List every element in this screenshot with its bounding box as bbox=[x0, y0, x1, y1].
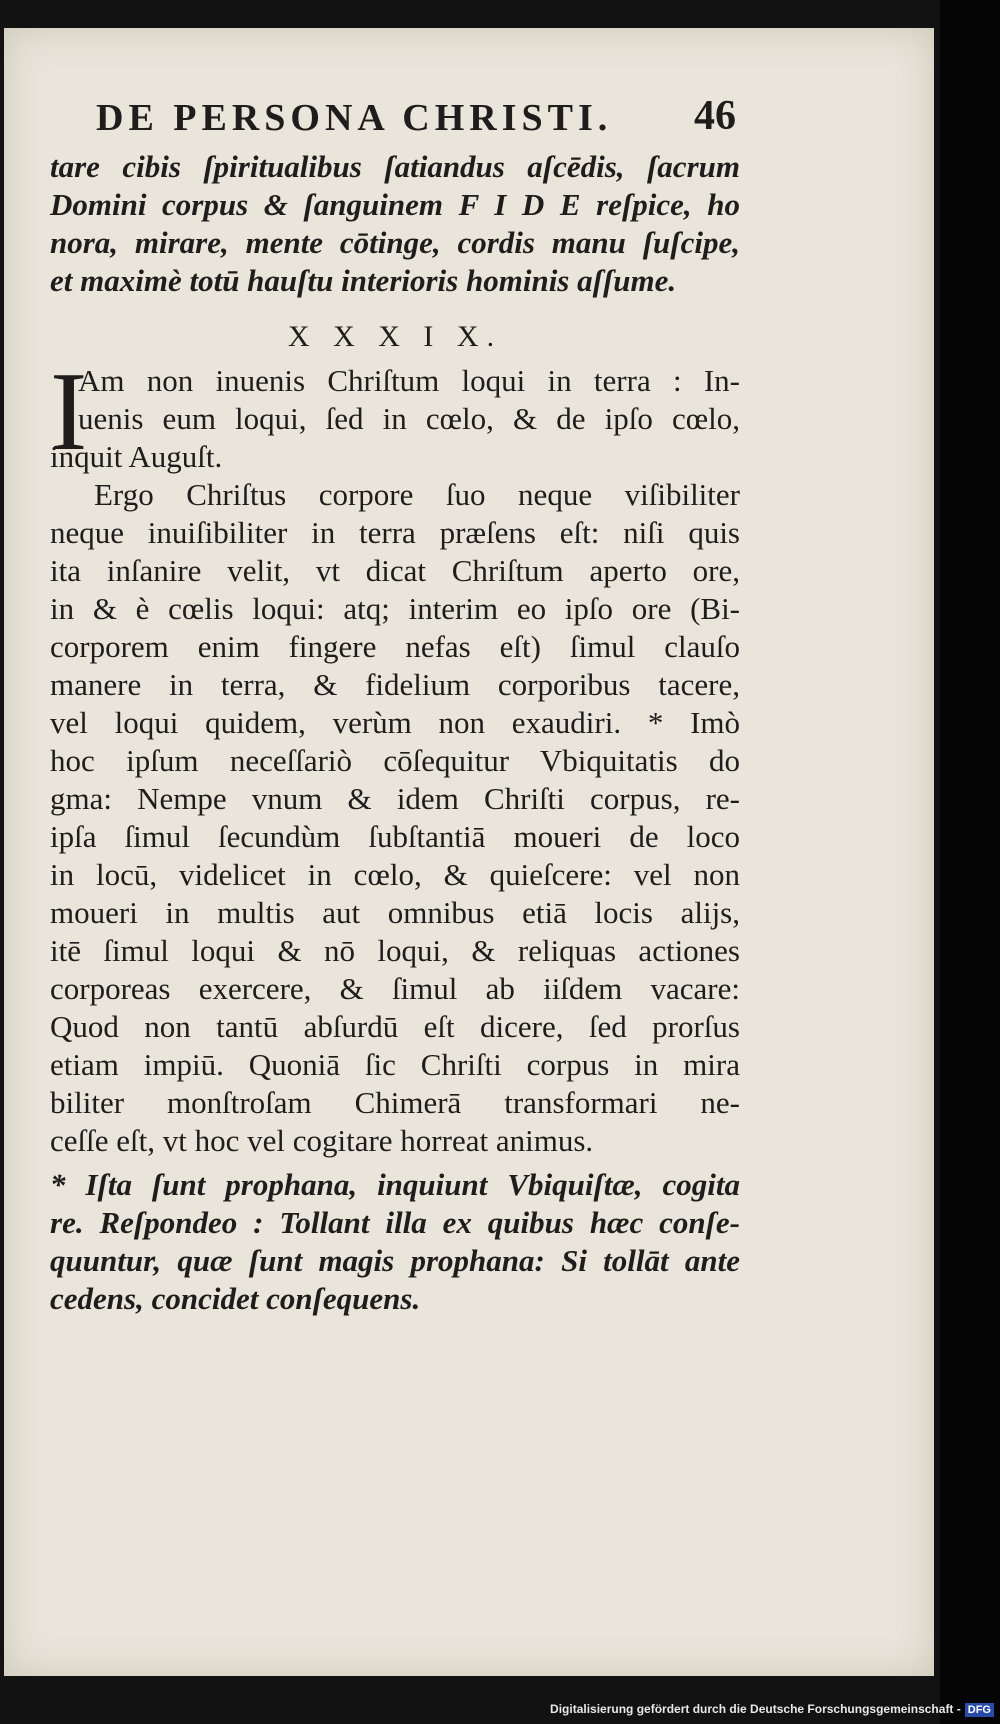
text-line: in locū, videlicet in cœlo, & quieſcere: vel non bbox=[50, 857, 740, 892]
text-line: etiam impiū. Quoniā ſic Chriſti corpus in mira bbox=[50, 1047, 740, 1082]
text-line: ipſa ſimul ſecundùm ſubſtantiā moueri de loco bbox=[50, 819, 740, 854]
digitization-footer bbox=[550, 1702, 994, 1717]
dfg-logo: DFG bbox=[965, 1703, 994, 1717]
text-line: hoc ipſum neceſſariò cōſequitur Vbiquitatis do bbox=[50, 743, 740, 778]
first-paragraph bbox=[78, 362, 740, 438]
bottom-italic-block bbox=[50, 1166, 740, 1318]
text-line: Domini corpus & ſanguinem F I D E reſpice, ho bbox=[50, 187, 740, 222]
text-line: moueri in multis aut omnibus etiā locis alijs, bbox=[50, 895, 740, 930]
text-line: * Iſta ſunt prophana, inquiunt Vbiquiſtæ, cogita bbox=[50, 1167, 740, 1202]
text-line: inquit Auguſt. bbox=[50, 439, 223, 474]
text-line: corporeas exercere, & ſimul ab iiſdem vacare: bbox=[50, 971, 740, 1006]
text-line: nora, mirare, mente cōtinge, cordis manu ſuſcipe, bbox=[50, 225, 740, 260]
section-heading: X X X I X. bbox=[287, 320, 503, 353]
page-edge-shadow bbox=[940, 0, 1000, 1724]
text-line: biliter monſtroſam Chimerā transformari ne- bbox=[50, 1085, 740, 1120]
text-line: vel loqui quidem, verùm non exaudiri. * Imò bbox=[50, 705, 740, 740]
text-line: gma: Nempe vnum & idem Chriſti corpus, re- bbox=[50, 781, 740, 816]
text-line: neque inuiſibiliter in terra præſens eſt: niſi quis bbox=[50, 515, 740, 550]
first-paragraph-end bbox=[50, 438, 740, 476]
second-paragraph bbox=[50, 476, 740, 1160]
text-line: uenis eum loqui, ſed in cœlo, & de ipſo cœlo, bbox=[78, 401, 740, 436]
text-line: Quod non tantū abſurdū eſt dicere, ſed prorſus bbox=[50, 1009, 740, 1044]
text-line: Ergo Chriſtus corpore ſuo neque viſibiliter bbox=[94, 477, 740, 512]
text-line: cedens, concidet conſequens. bbox=[50, 1281, 421, 1316]
text-line: quuntur, quæ ſunt magis prophana: Si tollāt ante bbox=[50, 1243, 740, 1278]
text-line: ita inſanire velit, vt dicat Chriſtum aperto ore, bbox=[50, 553, 740, 588]
text-line: re. Reſpondeo : Tollant illa ex quibus hæc conſe- bbox=[50, 1205, 740, 1240]
text-line: manere in terra, & fidelium corporibus tacere, bbox=[50, 667, 740, 702]
text-line: ceſſe eſt, vt hoc vel cogitare horreat animus. bbox=[50, 1123, 594, 1158]
text-line: et maximè totū hauſtu interioris hominis aſſume. bbox=[50, 263, 677, 298]
header-title: DE PERSONA CHRISTI. bbox=[96, 97, 613, 139]
text-line: Am non inuenis Chriſtum loqui in terra : In- bbox=[78, 363, 740, 398]
text-line: itē ſimul loqui & nō loqui, & reliquas actiones bbox=[50, 933, 740, 968]
footer-text: Digitalisierung gefördert durch die Deutsche Forschungsgemeinschaft - bbox=[550, 1702, 961, 1716]
running-header bbox=[96, 93, 736, 146]
top-italic-block bbox=[50, 148, 740, 300]
text-line: tare cibis ſpiritualibus ſatiandus aſcēdis, ſacrum bbox=[50, 149, 740, 184]
page-number: 46 bbox=[694, 93, 736, 139]
drop-capital: I bbox=[50, 350, 88, 474]
text-line: in & è cœlis loqui: atq; interim eo ipſo ore (Bi- bbox=[50, 591, 740, 626]
text-line: corporem enim fingere nefas eſt) ſimul clauſo bbox=[50, 629, 740, 664]
